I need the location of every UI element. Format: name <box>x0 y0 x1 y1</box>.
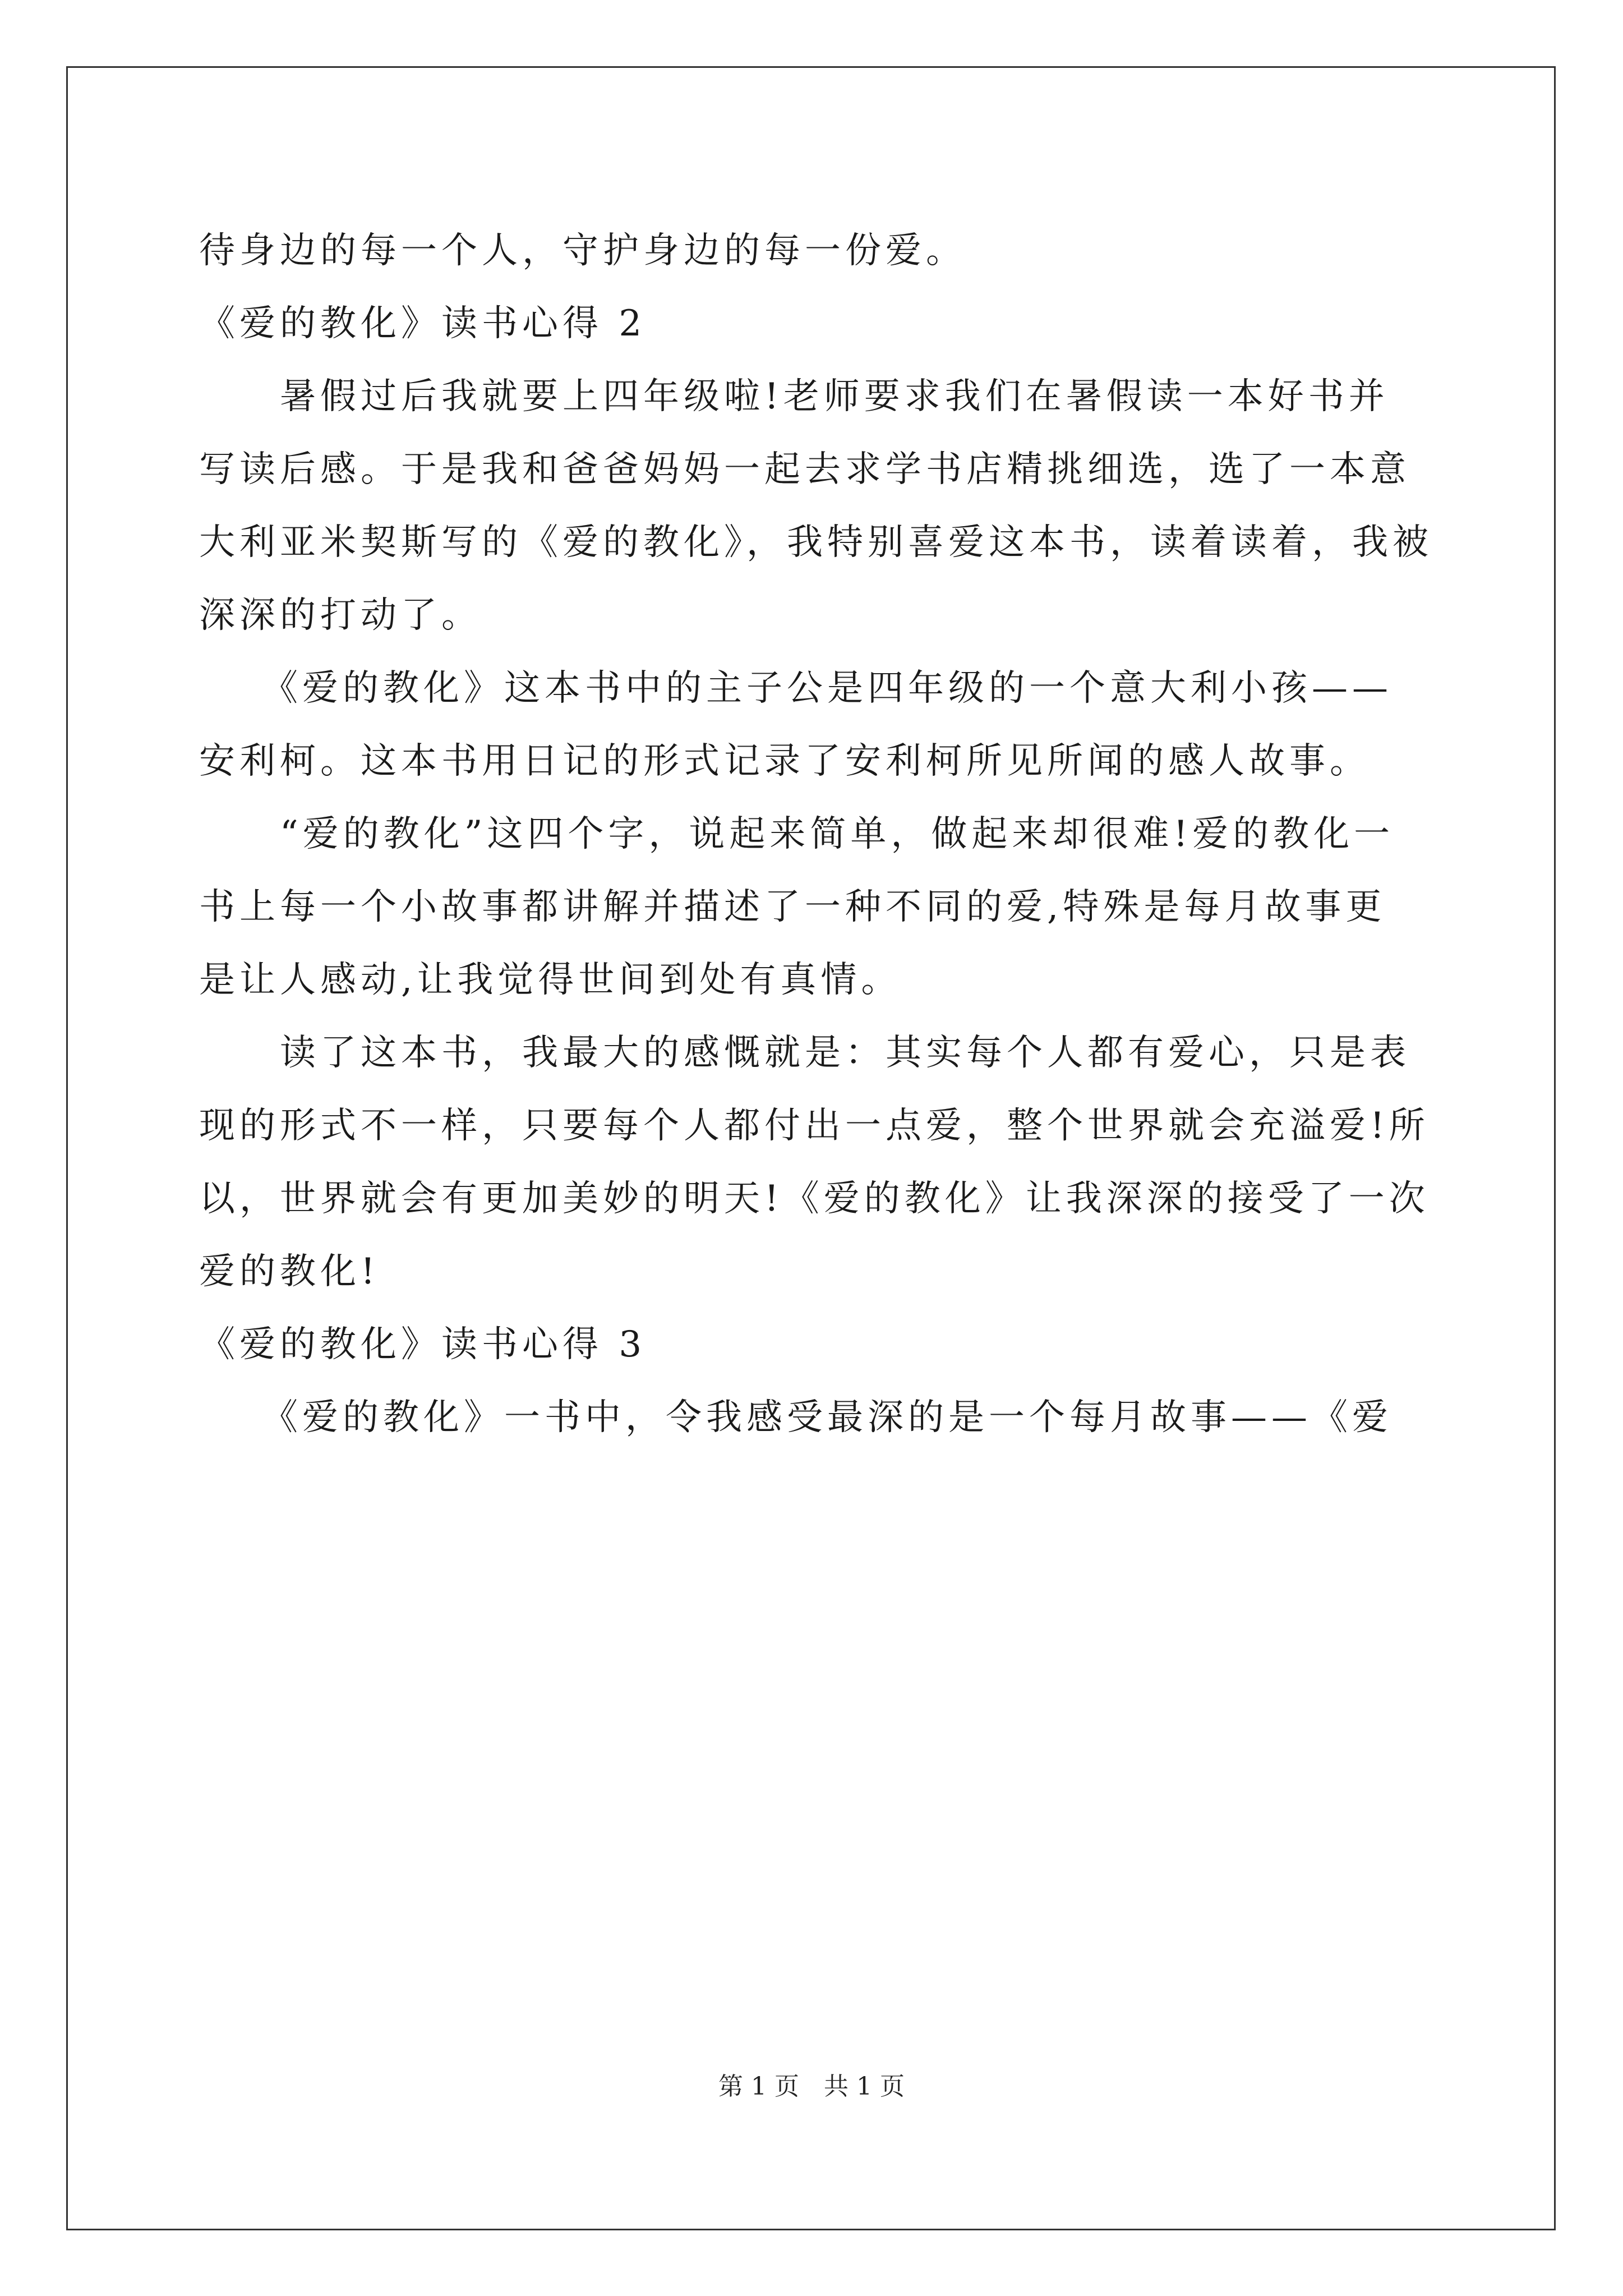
paragraph-line: 《爱的教化》这本书中的主子公是四年级的一个意大利小孩—— <box>199 668 1393 709</box>
page-footer: 第 1 页 共 1 页 <box>718 2072 905 2101</box>
paragraph-line: 是让人感动,让我觉得世间到处有真情。 <box>199 959 902 1001</box>
paragraph-line: 暑假过后我就要上四年级啦!老师要求我们在暑假读一本好书并 <box>199 376 1389 417</box>
section-heading-3: 《爱的教化》读书心得 3 <box>199 1324 647 1365</box>
paragraph-line: 现的形式不一样，只要每个人都付出一点爱，整个世界就会充溢爱!所 <box>199 1105 1430 1147</box>
paragraph-line: 写读后感。于是我和爸爸妈妈一起去求学书店精挑细选，选了一本意 <box>199 449 1410 490</box>
paragraph-line: 以，世界就会有更加美妙的明天!《爱的教化》让我深深的接受了一次 <box>199 1178 1430 1220</box>
paragraph-line: 大利亚米契斯写的《爱的教化》，我特别喜爱这本书，读着读着，我被 <box>199 522 1433 563</box>
paragraph-line: 待身边的每一个人，守护身边的每一份爱。 <box>199 230 966 272</box>
paragraph-line: 《爱的教化》一书中，令我感受最深的是一个每月故事——《爱 <box>199 1397 1393 1438</box>
section-heading-2: 《爱的教化》读书心得 2 <box>199 303 647 344</box>
paragraph-line: 安利柯。这本书用日记的形式记录了安利柯所见所闻的感人故事。 <box>199 740 1370 782</box>
paragraph-line: 深深的打动了。 <box>199 595 482 636</box>
paragraph-line: 读了这本书，我最大的感慨就是：其实每个人都有爱心，只是表 <box>199 1032 1410 1074</box>
paragraph-line: 书上每一个小故事都讲解并描述了一种不同的爱,特殊是每月故事更 <box>199 886 1386 928</box>
paragraph-line: 爱的教化! <box>199 1251 380 1292</box>
paragraph-line: “爱的教化”这四个字，说起来简单，做起来却很难!爱的教化一 <box>199 813 1395 855</box>
